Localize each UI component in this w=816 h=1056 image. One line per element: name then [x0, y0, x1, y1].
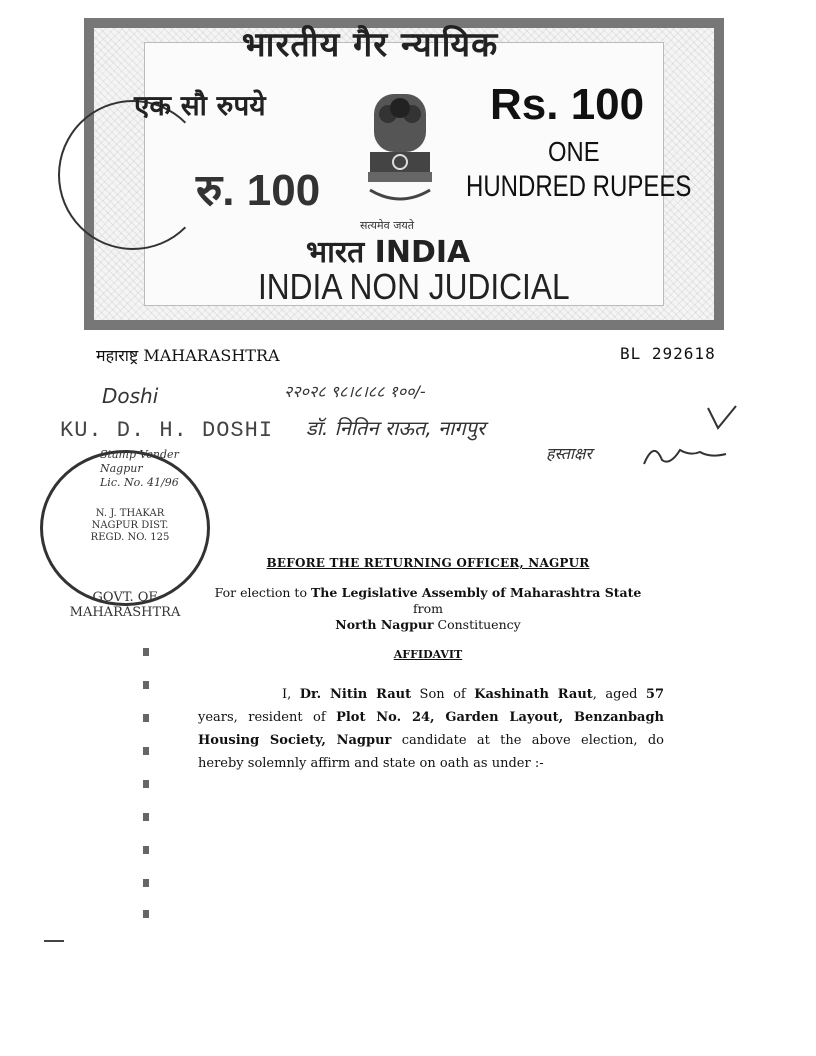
- father-name: Kashinath Raut: [474, 687, 593, 702]
- para-part-4: years, resident of: [198, 710, 337, 725]
- deponent-address: Plot No. 24, Garden Layout, Benzanbagh Housing Society, Nagpur: [198, 710, 665, 748]
- notary-seal-text: [70, 508, 190, 544]
- document-heading: BEFORE THE RETURNING OFFICER, NAGPUR: [266, 556, 590, 570]
- vendor-title: Stamp Vender: [100, 448, 179, 461]
- stamp-motto: सत्यमेव जयते: [360, 219, 415, 232]
- notary-district: NAGPUR DIST.: [91, 520, 169, 531]
- election-line: [198, 585, 658, 633]
- stamp-hindi-amount: एक सौ रुपये: [134, 89, 266, 122]
- purchaser-signature-icon: [640, 436, 730, 470]
- handwritten-sign: हस्ताक्षर: [546, 444, 593, 463]
- election-assembly: The Legislative Assembly of Maharashtra State: [310, 585, 642, 600]
- stamp-words-hundred: HUNDRED RUPEES: [466, 170, 692, 203]
- handwritten-purchaser: डॉ. नितिन राऊत, नागपुर: [306, 416, 486, 440]
- handwritten-number: २२०२८ ९८।८।८८ १००/-: [284, 382, 426, 401]
- election-mid: from: [413, 601, 443, 616]
- stamp-country: भारत INDIA: [306, 235, 471, 270]
- notary-name: N. J. THAKAR: [95, 508, 165, 519]
- deponent-age: 57: [645, 687, 665, 702]
- margin-marks: [140, 648, 154, 924]
- vendor-licence: Lic. No. 41/96: [100, 476, 179, 489]
- stamp-type: INDIA NON JUDICIAL: [258, 266, 570, 307]
- notary-seal-ring: GOVT. OF MAHARASHTRA: [69, 590, 181, 620]
- stamp-words-one: ONE: [548, 136, 600, 167]
- ashoka-emblem-icon: [360, 90, 440, 218]
- stamp-amount-big: Rs. 100: [490, 80, 645, 129]
- serial-number: BL 292618: [620, 344, 716, 363]
- state-label: महाराष्ट्र MAHARASHTRA: [96, 346, 280, 365]
- tick-mark-icon: [704, 402, 740, 432]
- stamp-hindi-title: भारतीय गैर न्यायिक: [241, 25, 499, 65]
- margin-dash: [44, 938, 66, 944]
- para-part-5: candidate at the above election, do hereby solemnly affirm and state on oath as under :-: [198, 733, 664, 771]
- election-suffix: Constituency: [433, 617, 521, 632]
- vendor-city: Nagpur: [100, 462, 143, 475]
- affidavit-title: AFFIDAVIT: [393, 648, 463, 661]
- vendor-signature: Doshi: [102, 384, 159, 408]
- para-part-1: I,: [282, 687, 300, 702]
- affidavit-paragraph: [198, 683, 664, 775]
- para-part-2: Son of: [411, 687, 475, 702]
- notary-reg: REGD. NO. 125: [90, 532, 170, 543]
- para-part-3: , aged: [592, 687, 646, 702]
- deponent-name: Dr. Nitin Raut: [299, 687, 412, 702]
- stamp-amount-left: रु. 100: [196, 166, 321, 215]
- election-constituency: North Nagpur: [335, 617, 434, 632]
- election-prefix: For election to: [214, 585, 311, 600]
- vendor-name: KU. D. H. DOSHI: [60, 418, 274, 443]
